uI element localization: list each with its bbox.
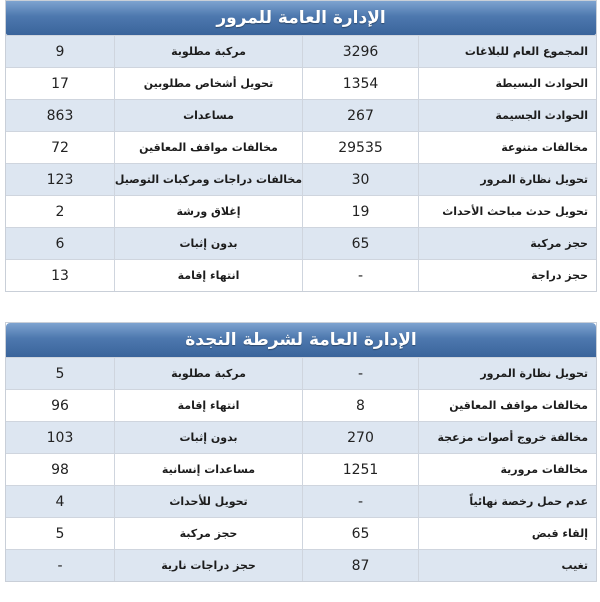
row-label: حجز مركبة xyxy=(418,228,596,259)
row-value: - xyxy=(302,358,418,389)
row-value: 267 xyxy=(302,100,418,131)
row-value: 13 xyxy=(51,267,69,284)
row-value: 29535 xyxy=(302,132,418,163)
row-label: المجموع العام للبلاغات xyxy=(418,36,596,67)
row-label: مخالفات متنوعة xyxy=(418,132,596,163)
row-value: 72 xyxy=(51,139,69,156)
row-value: 9 xyxy=(55,43,65,60)
rescue-table-title: الإدارة العامة لشرطة النجدة xyxy=(6,323,596,357)
row-label: مخالفة خروج أصوات مزعجة xyxy=(418,422,596,453)
row-label: انتهاء إقامة xyxy=(114,260,302,291)
row-label: تحويل نظارة المرور xyxy=(418,164,596,195)
row-label: الحوادث الجسيمة xyxy=(418,100,596,131)
row-value: 3296 xyxy=(302,36,418,67)
row-label: تحويل حدث مباحث الأحداث xyxy=(418,196,596,227)
table-row xyxy=(6,357,596,389)
row-value: - xyxy=(302,260,418,291)
row-value: - xyxy=(57,557,63,574)
traffic-table xyxy=(5,0,597,292)
table-row xyxy=(6,389,596,421)
row-label: حجز دراجات نارية xyxy=(114,550,302,581)
row-label: بدون إثبات xyxy=(114,228,302,259)
row-value: 19 xyxy=(302,196,418,227)
rescue-table xyxy=(5,322,597,582)
row-value: 4 xyxy=(55,493,65,510)
row-label: عدم حمل رخصة نهائياً xyxy=(418,486,596,517)
table-row xyxy=(6,67,596,99)
row-label: حجز دراجة xyxy=(418,260,596,291)
row-label: إلقاء قبض xyxy=(418,518,596,549)
row-label: إغلاق ورشة xyxy=(114,196,302,227)
table-row xyxy=(6,195,596,227)
table-row xyxy=(6,485,596,517)
traffic-table-title: الإدارة العامة للمرور xyxy=(6,1,596,35)
row-value: 8 xyxy=(302,390,418,421)
row-label: الحوادث البسيطة xyxy=(418,68,596,99)
row-label: مساعدات إنسانية xyxy=(114,454,302,485)
row-value: 123 xyxy=(46,171,74,188)
row-value: 103 xyxy=(46,429,74,446)
row-label: مخالفات دراجات ومركبات التوصيل xyxy=(114,164,302,195)
row-label: تغيب xyxy=(418,550,596,581)
row-value: 1354 xyxy=(302,68,418,99)
row-value: 1251 xyxy=(302,454,418,485)
row-label: مخالفات مرورية xyxy=(418,454,596,485)
row-value: 6 xyxy=(55,235,65,252)
row-value: 5 xyxy=(55,525,65,542)
row-value: 96 xyxy=(51,397,69,414)
row-label: تحويل للأحداث xyxy=(114,486,302,517)
table-row xyxy=(6,549,596,581)
row-value: 98 xyxy=(51,461,69,478)
row-label: مساعدات xyxy=(114,100,302,131)
row-label: تحويل نظارة المرور xyxy=(418,358,596,389)
table-row xyxy=(6,421,596,453)
table-row xyxy=(6,99,596,131)
row-label: مخالفات مواقف المعاقين xyxy=(418,390,596,421)
row-label: انتهاء إقامة xyxy=(114,390,302,421)
row-value: 5 xyxy=(55,365,65,382)
table-row xyxy=(6,35,596,67)
table-row xyxy=(6,163,596,195)
row-value: 863 xyxy=(46,107,74,124)
row-value: 17 xyxy=(51,75,69,92)
row-value: 65 xyxy=(302,518,418,549)
row-value: 65 xyxy=(302,228,418,259)
row-label: مخالفات مواقف المعاقين xyxy=(114,132,302,163)
table-row xyxy=(6,259,596,291)
table-row xyxy=(6,517,596,549)
table-row xyxy=(6,227,596,259)
row-label: مركبة مطلوبة xyxy=(114,358,302,389)
table-row xyxy=(6,131,596,163)
row-label: مركبة مطلوبة xyxy=(114,36,302,67)
row-label: حجز مركبة xyxy=(114,518,302,549)
row-value: 30 xyxy=(302,164,418,195)
row-value: - xyxy=(302,486,418,517)
row-label: تحويل أشخاص مطلوبين xyxy=(114,68,302,99)
table-row xyxy=(6,453,596,485)
row-value: 2 xyxy=(55,203,65,220)
row-value: 87 xyxy=(302,550,418,581)
row-value: 270 xyxy=(302,422,418,453)
row-label: بدون إثبات xyxy=(114,422,302,453)
